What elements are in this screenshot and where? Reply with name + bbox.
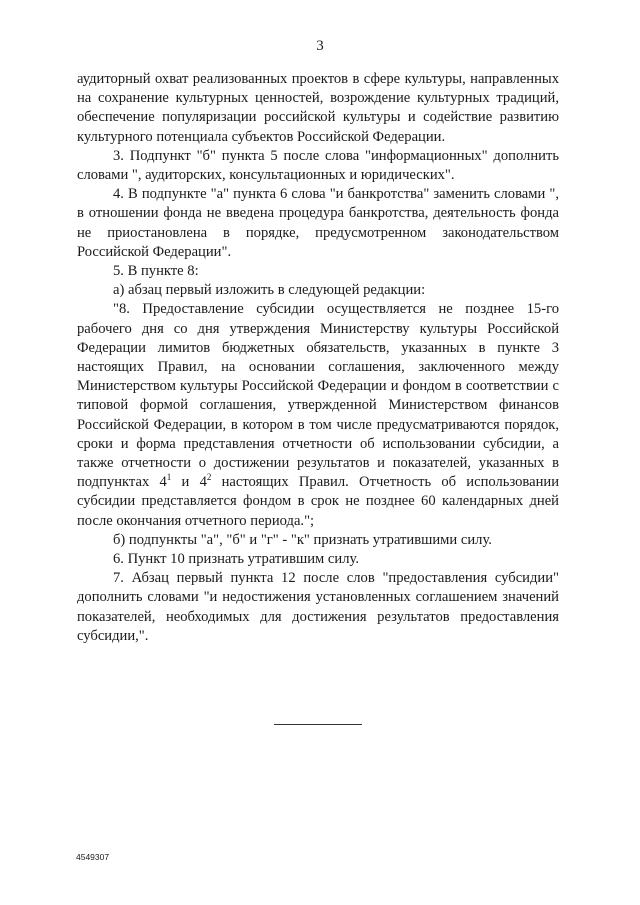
separator-line (274, 724, 362, 725)
paragraph-item-5b: б) подпункты "а", "б" и "г" - "к" признать утратившими силу. (113, 531, 492, 548)
quoted-text-part-2: и 4 (171, 474, 207, 491)
page-number: 3 (316, 38, 324, 54)
paragraph-continuation: аудиторный охват реализованных проектов в сфере культуры, направленных на сохранение культурных ценностей, возрождение культурных традиций, обеспечение популяризации российской культуры и содействие развитию культурного потенциала субъектов Российской Федерации. (77, 71, 559, 145)
document-id: 4549307 (76, 852, 110, 862)
paragraph-quoted-point-8 (77, 300, 559, 530)
quoted-text-part-3: настоящих Правил. Отчетность об использовании субсидии представляется фондом в срок не позднее 60 календарных дней после окончания отчетного периода."; (77, 474, 560, 529)
paragraph-item-5a: а) абзац первый изложить в следующей редакции: (113, 282, 426, 299)
superscript-2: 2 (206, 472, 212, 483)
paragraph-item-3: 3. Подпункт "б" пункта 5 после слова "информационных" дополнить словами ", аудиторских, консультационных и юридических". (77, 147, 559, 184)
paragraph-item-7: 7. Абзац первый пункта 12 после слов "предоставления субсидии" дополнить словами "и недостижения установленных соглашением значений показателей, необходимых для достижения результатов предоставления субсидии,". (77, 570, 559, 644)
paragraph-item-6: 6. Пункт 10 признать утратившим силу. (113, 551, 359, 568)
paragraph-item-5: 5. В пункте 8: (113, 263, 199, 280)
paragraph-item-4: 4. В подпункте "а" пункта 6 слова "и банкротства" заменить словами ", в отношении фонда не введена процедура банкротства, деятельность фонда не приостановлена в порядке, предусмотренном законодательством Российской Федерации". (77, 186, 559, 260)
quoted-text-part-1: "8. Предоставление субсидии осуществляется не позднее 15-го рабочего дня со дня утверждения Министерству культуры Российской Федерации лимитов бюджетных обязательств, указанных в пункте 3 настоящих Правил, на основании соглашения, заключенного между Министерством культуры Российской Федерации и фондом в соответствии с типовой формой соглашения, утвержденной Министерством финансов Российской Федерации, в котором в том числе предусматриваются порядок, сроки и форма представления отчетности об использовании субсидии, а также отчетности о достижении результатов и показателей, указанных в подпунктах 4 (77, 301, 559, 491)
superscript-1: 1 (166, 472, 172, 483)
document-body (77, 70, 559, 646)
